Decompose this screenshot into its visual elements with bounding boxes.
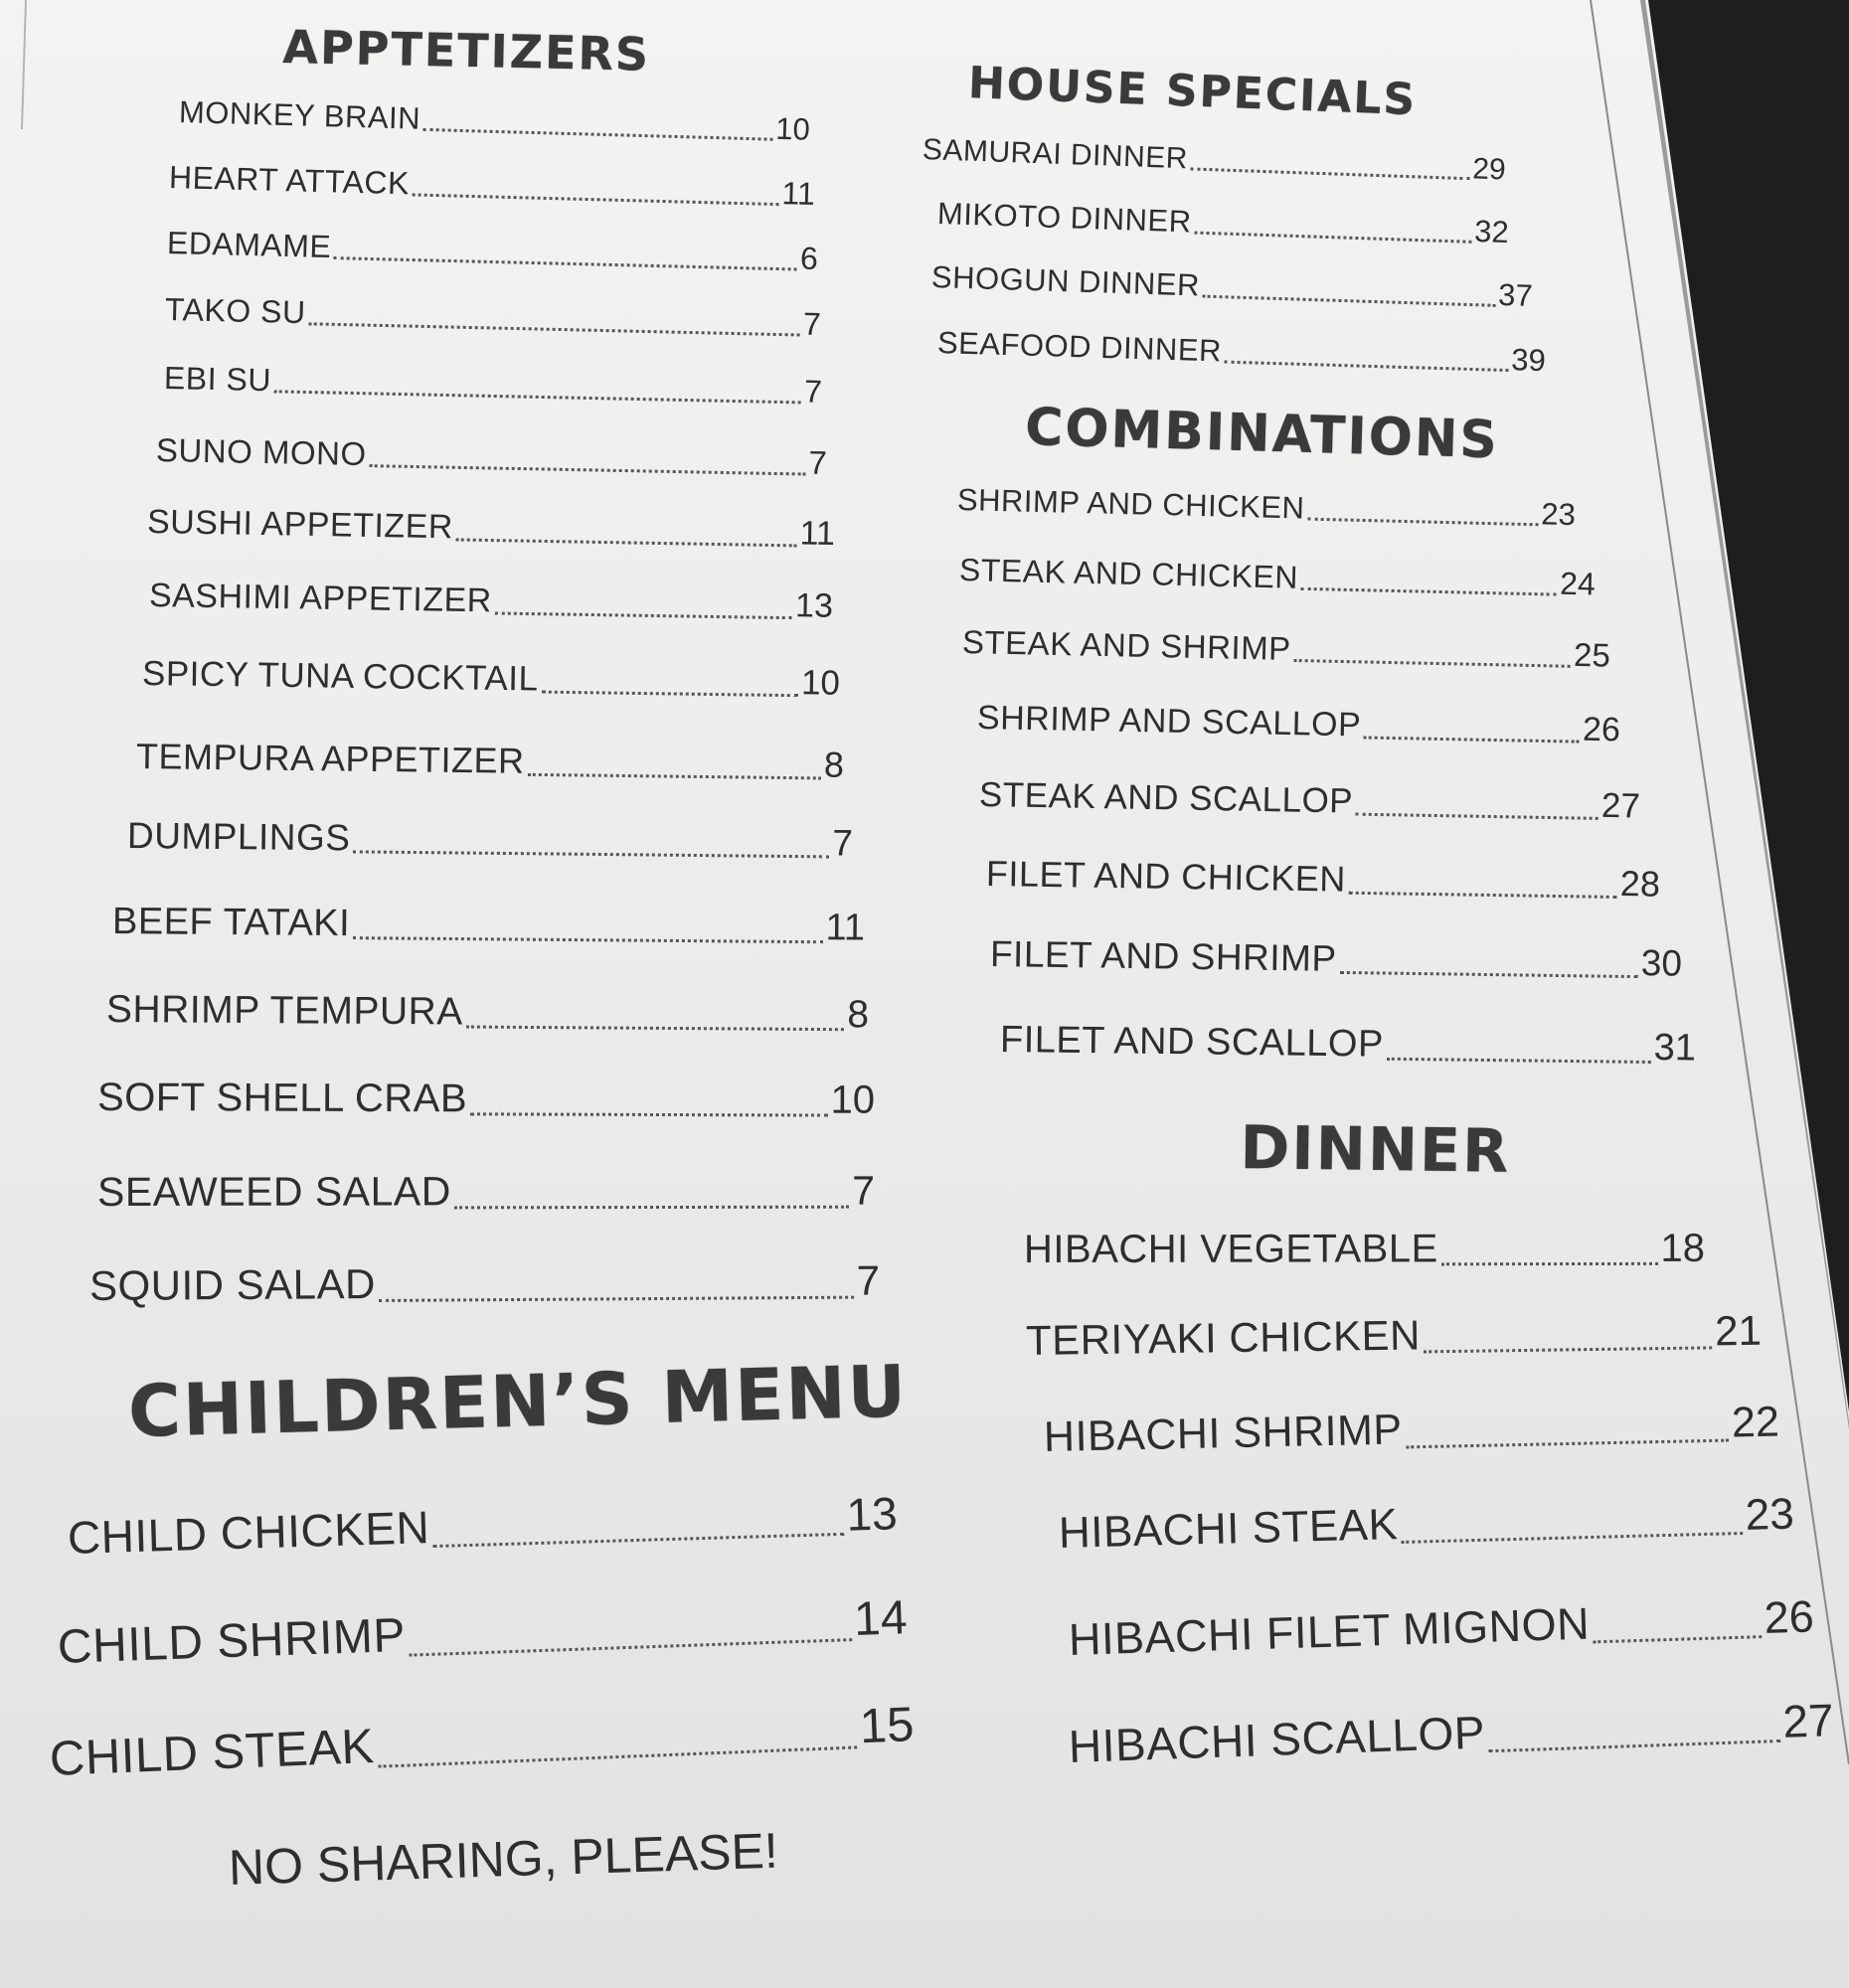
item-price: 27 (1600, 785, 1641, 826)
item-name: FILET AND CHICKEN (985, 853, 1347, 900)
menu-item (1000, 1019, 1696, 1071)
item-price: 10 (830, 1077, 876, 1122)
item-price: 26 (1582, 710, 1621, 749)
item-name: SHRIMP TEMPURA (105, 988, 463, 1034)
item-name: CHILD SHRIMP (57, 1608, 407, 1674)
item-name: HIBACHI SCALLOP (1068, 1706, 1486, 1772)
item-name: HIBACHI SHRIMP (1043, 1406, 1404, 1461)
item-name: CHILD STEAK (48, 1719, 376, 1786)
item-price: 29 (1471, 152, 1507, 187)
menu-item (97, 1168, 875, 1216)
dot-leader (1307, 518, 1538, 527)
dot-leader (1339, 971, 1637, 978)
item-name: MONKEY BRAIN (178, 94, 421, 136)
item-price: 7 (802, 305, 822, 342)
item-price: 7 (832, 822, 854, 864)
item-name: BEEF TATAKI (111, 901, 351, 945)
combinations-heading: COMBINATIONS (1024, 398, 1500, 471)
item-price: 11 (825, 907, 866, 949)
house-specials-heading: HOUSE SPECIALS (967, 58, 1419, 126)
item-price: 23 (1745, 1489, 1795, 1540)
item-name: SPICY TUNA COCKTAIL (141, 654, 539, 699)
item-name: EDAMAME (166, 225, 332, 265)
dot-leader (1441, 1262, 1658, 1265)
item-price: 21 (1714, 1306, 1763, 1355)
item-name: TEMPURA APPETIZER (135, 736, 525, 781)
item-price: 7 (803, 373, 823, 410)
item-name: FILET AND SCALLOP (999, 1019, 1385, 1066)
dot-leader (379, 1296, 854, 1302)
item-name: HIBACHI STEAK (1058, 1500, 1399, 1558)
item-price: 10 (800, 663, 841, 703)
item-name: STEAK AND SCALLOP (978, 775, 1354, 821)
dot-leader (541, 691, 798, 698)
dot-leader (527, 773, 820, 780)
item-price: 7 (852, 1167, 876, 1214)
dot-leader (470, 1112, 827, 1116)
item-name: EBI SU (163, 360, 272, 399)
dot-leader (495, 611, 792, 619)
item-price: 11 (781, 175, 816, 213)
item-price: 7 (856, 1256, 881, 1304)
item-price: 24 (1559, 565, 1597, 602)
item-price: 10 (774, 110, 811, 147)
item-price: 6 (799, 240, 819, 276)
item-price: 15 (858, 1698, 916, 1754)
item-name: STEAK AND SHRIMP (961, 623, 1292, 667)
item-price: 25 (1573, 635, 1611, 674)
menu-item (97, 1076, 875, 1123)
item-price: 7 (808, 443, 828, 481)
item-name: SEAWEED SALAD (96, 1168, 451, 1215)
item-name: STEAK AND CHICKEN (958, 552, 1299, 595)
dot-leader (1293, 659, 1571, 668)
dot-leader (1225, 361, 1508, 372)
dot-leader (353, 936, 822, 943)
item-price: 11 (799, 514, 836, 554)
menu-item (89, 1256, 880, 1310)
item-price: 13 (845, 1487, 899, 1541)
item-price: 23 (1540, 496, 1577, 533)
dot-leader (456, 538, 797, 547)
dot-leader (1402, 1532, 1744, 1544)
dot-leader (1387, 1058, 1651, 1064)
dot-leader (1349, 892, 1617, 899)
dot-leader (353, 850, 829, 858)
menu-item (1024, 1227, 1705, 1272)
dot-leader (369, 464, 805, 475)
item-name: HIBACHI FILET MIGNON (1068, 1597, 1591, 1665)
item-name: TAKO SU (164, 291, 306, 331)
dot-leader (1194, 232, 1471, 244)
item-name: SHOGUN DINNER (930, 259, 1201, 303)
item-name: FILET AND SHRIMP (989, 933, 1337, 979)
item-price: 13 (794, 586, 834, 625)
item-name: SQUID SALAD (88, 1259, 377, 1309)
item-price: 28 (1619, 863, 1661, 905)
dot-leader (1203, 295, 1495, 307)
item-name: HEART ATTACK (168, 159, 411, 202)
item-name: SHRIMP AND CHICKEN (956, 482, 1305, 526)
dot-leader (1356, 813, 1598, 820)
item-name: SEAFOOD DINNER (936, 325, 1223, 369)
item-name: SUSHI APPETIZER (146, 503, 454, 547)
item-price: 22 (1731, 1398, 1780, 1447)
item-name: HIBACHI VEGETABLE (1023, 1227, 1438, 1271)
item-price: 30 (1640, 942, 1683, 984)
dinner-heading: DINNER (1240, 1113, 1511, 1187)
item-price: 18 (1660, 1226, 1706, 1270)
item-price: 8 (847, 993, 870, 1037)
dot-leader (1301, 587, 1557, 596)
item-name: SAMURAI DINNER (922, 133, 1189, 176)
item-name: SHRIMP AND SCALLOP (976, 699, 1362, 745)
item-name: SASHIMI APPETIZER (148, 577, 493, 620)
item-price: 32 (1473, 213, 1510, 250)
item-price: 26 (1763, 1590, 1815, 1644)
dot-leader (1424, 1346, 1712, 1353)
item-price: 8 (823, 744, 845, 785)
dot-leader (466, 1026, 845, 1032)
dot-leader (454, 1206, 849, 1210)
no-sharing-note: NO SHARING, PLEASE! (228, 1822, 779, 1896)
menu-item (136, 736, 844, 786)
item-name: CHILD CHICKEN (67, 1501, 430, 1564)
dot-leader (1364, 736, 1580, 743)
dot-leader (1406, 1439, 1730, 1449)
menu-item (112, 901, 865, 950)
item-name: MIKOTO DINNER (936, 196, 1193, 240)
item-name: SOFT SHELL CRAB (96, 1076, 468, 1121)
item-name: SUNO MONO (155, 431, 367, 473)
item-price: 37 (1497, 276, 1534, 313)
item-price: 31 (1653, 1027, 1697, 1070)
item-price: 14 (853, 1591, 909, 1647)
item-price: 27 (1781, 1694, 1835, 1747)
menu-item (127, 815, 853, 865)
menu-item (106, 988, 869, 1037)
childrens-menu-heading: CHILDREN’S MENU (127, 1349, 910, 1453)
dot-leader (1594, 1635, 1763, 1643)
item-name: DUMPLINGS (126, 815, 351, 859)
item-name: TERIYAKI CHICKEN (1025, 1311, 1422, 1364)
appetizers-heading: APPTETIZERS (281, 20, 651, 82)
item-price: 39 (1510, 342, 1547, 379)
